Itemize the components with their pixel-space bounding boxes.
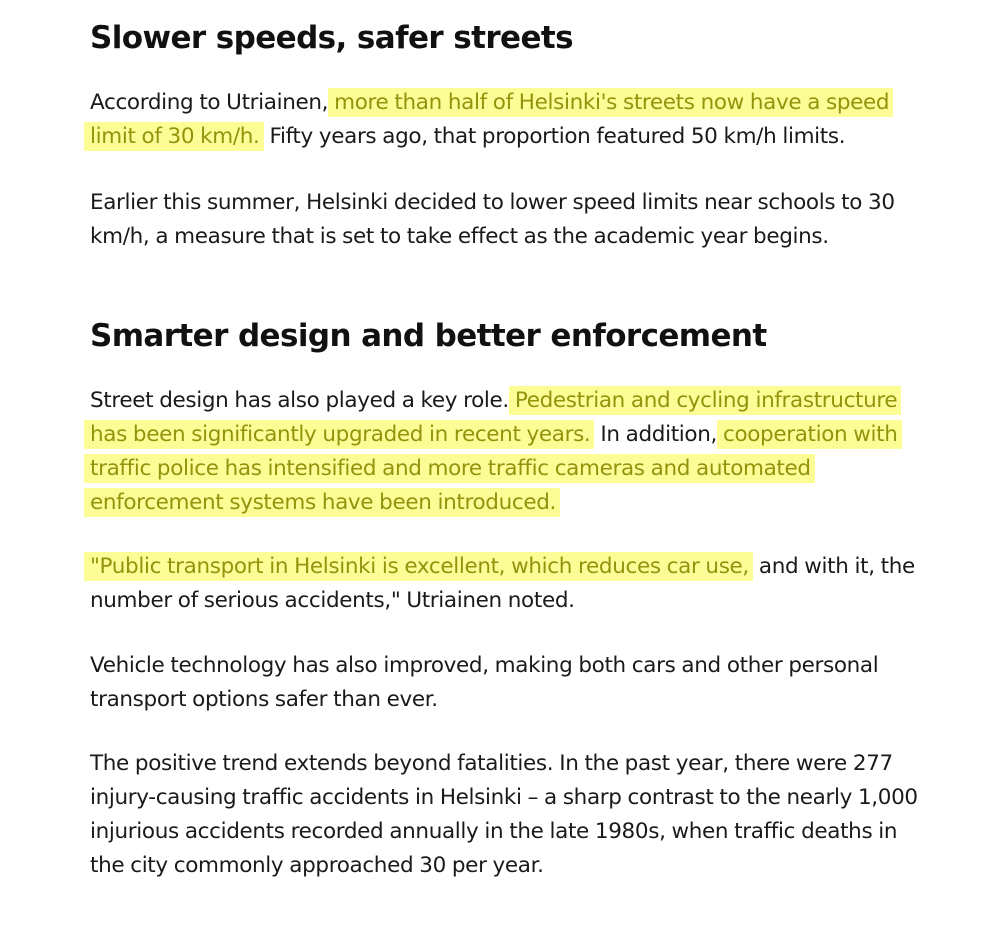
section-heading: Smarter design and better enforcement (90, 318, 767, 354)
paragraph (90, 550, 925, 618)
highlighted-text: Pedestrian and cycling infrastructure has been significantly upgraded in recent years. (84, 386, 901, 449)
section-heading: Slower speeds, safer streets (90, 20, 573, 56)
paragraph-text: According to Utriainen, (90, 90, 329, 115)
paragraph-text: and with it, the number of serious accidents," Utriainen noted. (90, 554, 915, 613)
paragraph (90, 384, 925, 520)
highlighted-quote: "Public transport in Helsinki is excellent, which reduces car use, (84, 552, 753, 581)
paragraph: Earlier this summer, Helsinki decided to lower speed limits near schools to 30 km/h, a measure that is set to take effect as the academic year begins. (90, 190, 895, 249)
paragraph-text: In addition, (600, 422, 717, 447)
paragraph: Vehicle technology has also improved, making both cars and other personal transport options safer than ever. (90, 653, 879, 712)
highlighted-text: cooperation with traffic police has intensified and more traffic cameras and automated enforcement systems have been introduced. (84, 420, 902, 517)
paragraph-text: Street design has also played a key role. (90, 388, 509, 413)
paragraph-text: Fifty years ago, that proportion featured 50 km/h limits. (269, 124, 846, 149)
highlighted-text: more than half of Helsinki's streets now have a speed limit of 30 km/h. (84, 88, 893, 151)
paragraph (90, 86, 925, 154)
article-body (90, 0, 925, 883)
paragraph: The positive trend extends beyond fatalities. In the past year, there were 277 injury-causing traffic accidents in Helsinki – a sharp contrast to the nearly 1,000 injurious accidents recorded annually in the late 1980s, when traffic deaths in the city commonly approached 30 per year. (90, 751, 918, 878)
